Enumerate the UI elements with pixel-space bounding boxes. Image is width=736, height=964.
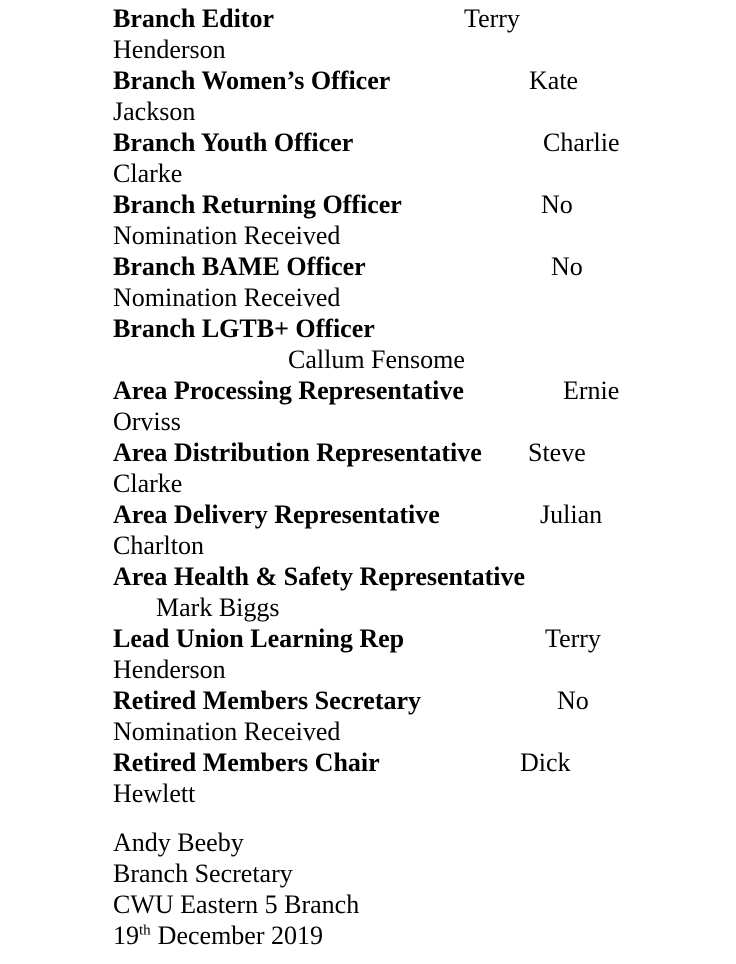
position-title: Branch Returning Officer <box>113 190 402 219</box>
entry-title-line <box>0 375 736 406</box>
officer-entry <box>0 189 736 251</box>
position-title: Branch Editor <box>113 4 275 33</box>
nominee-name-continued: Nomination Received <box>113 221 341 250</box>
nominee-name: Kate <box>529 66 579 95</box>
entry-wrap-line <box>0 592 736 623</box>
signature-line <box>0 889 736 920</box>
nominee-name: No <box>551 252 583 281</box>
entry-title-line <box>0 685 736 716</box>
entry-wrap-line <box>0 282 736 313</box>
nominee-name: Steve <box>528 438 586 467</box>
officer-entry <box>0 3 736 65</box>
date-day: 19 <box>113 921 139 950</box>
nominee-name: No <box>541 190 573 219</box>
entry-title-line <box>0 499 736 530</box>
nominee-name-continued: Hewlett <box>113 779 196 808</box>
signature-branch: CWU Eastern 5 Branch <box>113 890 360 919</box>
entry-wrap-line <box>0 34 736 65</box>
nominee-name: Dick <box>520 748 571 777</box>
nominee-name: No <box>557 686 589 715</box>
nominee-name-continued: Nomination Received <box>113 283 341 312</box>
signature-line <box>0 827 736 858</box>
nominee-name-continued: Henderson <box>113 655 226 684</box>
entry-title-line <box>0 747 736 778</box>
nominee-name-continued: Nomination Received <box>113 717 341 746</box>
entry-wrap-line <box>0 468 736 499</box>
entry-wrap-line <box>0 344 736 375</box>
entry-title-line <box>0 3 736 34</box>
position-title: Lead Union Learning Rep <box>113 624 405 653</box>
position-title: Area Distribution Representative <box>113 438 482 467</box>
nominee-name-continued: Clarke <box>113 469 183 498</box>
entry-title-line <box>0 251 736 282</box>
entry-title-line <box>0 127 736 158</box>
entry-wrap-line <box>0 654 736 685</box>
signature-line <box>0 920 736 951</box>
entry-wrap-line <box>0 220 736 251</box>
officer-entry <box>0 375 736 437</box>
entry-wrap-line <box>0 406 736 437</box>
nominee-name: Julian <box>540 500 603 529</box>
entry-title-line <box>0 623 736 654</box>
date-rest: December 2019 <box>157 921 323 950</box>
entry-title-line <box>0 561 736 592</box>
entry-wrap-line <box>0 530 736 561</box>
entry-wrap-line <box>0 716 736 747</box>
signature-name: Andy Beeby <box>113 828 244 857</box>
nominee-name-continued: Jackson <box>113 97 196 126</box>
position-title: Retired Members Chair <box>113 748 380 777</box>
signature-date <box>113 921 323 950</box>
officer-entry <box>0 127 736 189</box>
entry-title-line <box>0 189 736 220</box>
nominee-name-continued: Clarke <box>113 159 183 188</box>
position-title: Branch LGTB+ Officer <box>113 314 375 343</box>
entry-title-line <box>0 313 736 344</box>
position-title: Area Health & Safety Representative <box>113 562 526 591</box>
nominee-name-continued: Charlton <box>113 531 204 560</box>
signature-line <box>0 858 736 889</box>
entry-wrap-line <box>0 158 736 189</box>
entry-title-line <box>0 65 736 96</box>
nominee-name-continued: Henderson <box>113 35 226 64</box>
position-title: Branch Youth Officer <box>113 128 354 157</box>
entry-wrap-line <box>0 778 736 809</box>
officer-entry <box>0 561 736 623</box>
officer-entry <box>0 437 736 499</box>
position-title: Branch Women’s Officer <box>113 66 391 95</box>
entry-title-line <box>0 437 736 468</box>
nominee-name: Terry <box>545 624 601 653</box>
nominee-name-continued: Orviss <box>113 407 181 436</box>
nominee-name-continued: Callum Fensome <box>288 345 465 374</box>
nominee-name: Charlie <box>543 128 620 157</box>
signature-block <box>0 827 736 951</box>
entry-wrap-line <box>0 96 736 127</box>
officer-entry <box>0 313 736 375</box>
officer-entry <box>0 499 736 561</box>
nominee-name: Ernie <box>563 376 620 405</box>
position-title: Retired Members Secretary <box>113 686 422 715</box>
ordinal-suffix: th <box>139 922 151 939</box>
officer-entry <box>0 623 736 685</box>
nominee-name: Terry <box>464 4 520 33</box>
position-title: Branch BAME Officer <box>113 252 366 281</box>
position-title: Area Delivery Representative <box>113 500 440 529</box>
position-title: Area Processing Representative <box>113 376 464 405</box>
officer-entry <box>0 747 736 809</box>
officer-entry <box>0 65 736 127</box>
officer-entry <box>0 685 736 747</box>
officer-entry <box>0 251 736 313</box>
signature-role: Branch Secretary <box>113 859 293 888</box>
nominee-name-continued: Mark Biggs <box>156 593 280 622</box>
paragraph-gap <box>0 809 736 827</box>
